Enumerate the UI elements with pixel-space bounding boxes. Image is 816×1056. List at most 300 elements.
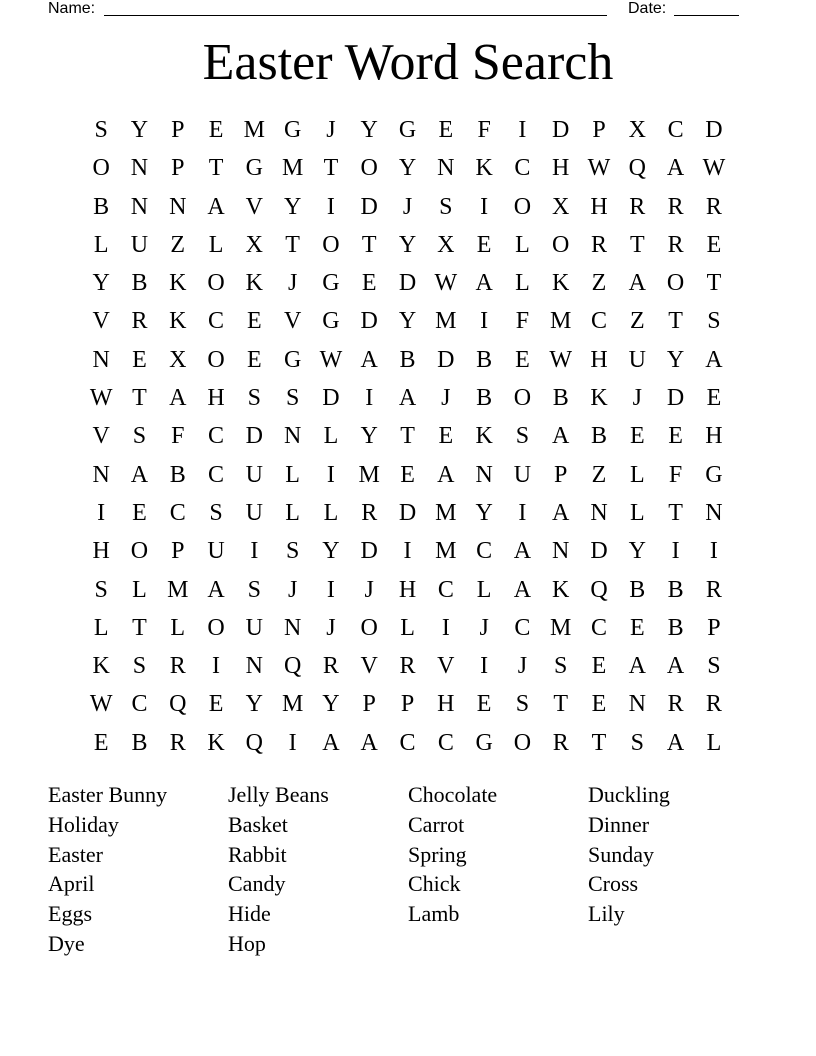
grid-letter[interactable]: A bbox=[360, 729, 378, 756]
grid-letter[interactable]: P bbox=[554, 461, 568, 488]
grid-letter[interactable]: T bbox=[323, 155, 339, 182]
grid-letter[interactable]: I bbox=[441, 614, 450, 641]
grid-letter[interactable]: W bbox=[549, 346, 573, 373]
grid-letter[interactable]: D bbox=[360, 538, 378, 565]
grid-letter[interactable]: U bbox=[245, 499, 263, 526]
grid-letter[interactable]: T bbox=[361, 231, 377, 258]
word-list-item: Spring bbox=[408, 841, 467, 867]
grid-letter[interactable]: E bbox=[208, 117, 224, 143]
grid-letter[interactable]: I bbox=[326, 576, 335, 603]
grid-letter[interactable]: A bbox=[628, 653, 646, 680]
grid-letter[interactable]: C bbox=[514, 155, 531, 182]
grid-letter[interactable]: I bbox=[518, 499, 527, 526]
grid-letter[interactable]: K bbox=[475, 423, 493, 450]
grid-letter[interactable]: H bbox=[398, 576, 417, 603]
grid-letter[interactable]: C bbox=[437, 729, 454, 756]
grid-letter[interactable]: E bbox=[591, 653, 607, 680]
grid-letter[interactable]: L bbox=[132, 576, 147, 603]
grid-letter[interactable]: M bbox=[167, 576, 189, 603]
grid-letter[interactable]: X bbox=[245, 231, 263, 258]
grid-letter[interactable]: N bbox=[590, 499, 608, 526]
grid-letter[interactable]: S bbox=[132, 653, 147, 680]
grid-letter[interactable]: A bbox=[513, 538, 532, 565]
grid-letter[interactable]: I bbox=[250, 538, 259, 565]
grid-letter[interactable]: A bbox=[437, 461, 455, 488]
grid-letter[interactable]: Y bbox=[245, 691, 263, 718]
grid-letter[interactable]: N bbox=[437, 155, 455, 182]
grid-letter[interactable]: E bbox=[706, 231, 722, 258]
grid-letter[interactable]: X bbox=[169, 346, 187, 373]
grid-letter[interactable]: Y bbox=[398, 308, 417, 335]
grid-letter[interactable]: V bbox=[92, 308, 110, 335]
grid-letter[interactable]: O bbox=[130, 538, 149, 565]
grid-letter[interactable]: L bbox=[629, 499, 645, 526]
grid-letter[interactable]: I bbox=[97, 499, 106, 526]
grid-letter[interactable]: L bbox=[476, 576, 492, 603]
grid-letter[interactable]: N bbox=[130, 155, 149, 182]
grid-letter[interactable]: L bbox=[285, 499, 300, 526]
grid-letter[interactable]: S bbox=[554, 653, 568, 680]
grid-letter[interactable]: K bbox=[552, 576, 570, 603]
grid-letter[interactable]: A bbox=[513, 576, 532, 603]
grid-letter[interactable]: I bbox=[365, 385, 374, 412]
grid-letter[interactable]: D bbox=[245, 423, 263, 450]
grid-letter[interactable]: N bbox=[92, 346, 110, 373]
grid-letter[interactable]: Y bbox=[92, 270, 110, 297]
grid-letter[interactable]: C bbox=[131, 691, 148, 718]
grid-letter[interactable]: N bbox=[705, 499, 723, 526]
grid-letter[interactable]: O bbox=[513, 193, 532, 220]
word-list-item: Chocolate bbox=[408, 782, 498, 807]
grid-letter[interactable]: R bbox=[552, 729, 569, 756]
grid-letter[interactable]: U bbox=[513, 461, 532, 488]
grid-letter[interactable]: D bbox=[705, 117, 723, 143]
grid-letter[interactable]: E bbox=[247, 308, 262, 335]
grid-letter[interactable]: C bbox=[591, 614, 608, 641]
grid-letter[interactable]: A bbox=[705, 346, 723, 373]
grid-letter[interactable]: H bbox=[705, 423, 723, 450]
grid-letter[interactable]: A bbox=[475, 270, 493, 297]
grid-letter[interactable]: G bbox=[245, 155, 263, 182]
grid-letter[interactable]: C bbox=[208, 461, 225, 488]
grid-letter[interactable]: D bbox=[437, 346, 455, 373]
grid-letter[interactable]: S bbox=[707, 308, 721, 335]
grid-letter[interactable]: S bbox=[630, 729, 644, 756]
grid-letter[interactable]: M bbox=[281, 691, 304, 718]
grid-letter[interactable]: S bbox=[94, 117, 108, 143]
grid-letter[interactable]: J bbox=[326, 117, 336, 143]
word-list-item: Eggs bbox=[48, 901, 92, 927]
grid-letter[interactable]: L bbox=[93, 231, 109, 258]
grid-letter[interactable]: S bbox=[94, 576, 108, 603]
grid-letter[interactable]: S bbox=[439, 193, 453, 220]
grid-letter[interactable]: Z bbox=[591, 461, 607, 488]
grid-letter[interactable]: E bbox=[132, 346, 147, 373]
grid-letter[interactable]: D bbox=[398, 499, 417, 526]
grid-letter[interactable]: R bbox=[667, 231, 684, 258]
grid-letter[interactable]: P bbox=[400, 691, 415, 718]
grid-letter[interactable]: T bbox=[208, 155, 224, 182]
grid-letter[interactable]: C bbox=[208, 308, 225, 335]
grid-letter[interactable]: R bbox=[705, 193, 722, 220]
grid-letter[interactable]: K bbox=[552, 270, 570, 297]
grid-letter[interactable]: T bbox=[285, 231, 300, 258]
grid-letter[interactable]: R bbox=[169, 653, 186, 680]
grid-letter[interactable]: I bbox=[480, 653, 489, 680]
grid-letter[interactable]: K bbox=[92, 653, 110, 680]
grid-letter[interactable]: J bbox=[402, 193, 413, 220]
grid-letter[interactable]: D bbox=[552, 117, 570, 143]
grid-letter[interactable]: K bbox=[207, 729, 225, 756]
grid-letter[interactable]: S bbox=[707, 653, 721, 680]
grid-letter[interactable]: V bbox=[283, 308, 302, 335]
page-title: Easter Word Search bbox=[202, 34, 614, 91]
grid-letter[interactable]: B bbox=[399, 346, 416, 373]
grid-letter[interactable]: C bbox=[399, 729, 416, 756]
grid-letter[interactable]: U bbox=[130, 231, 149, 258]
grid-letter[interactable]: E bbox=[208, 691, 224, 718]
grid-letter[interactable]: O bbox=[513, 729, 532, 756]
grid-letter[interactable]: P bbox=[171, 155, 185, 182]
grid-letter[interactable]: A bbox=[552, 499, 570, 526]
grid-letter[interactable]: E bbox=[629, 614, 645, 641]
grid-letter[interactable]: A bbox=[628, 270, 646, 297]
grid-letter[interactable]: H bbox=[590, 346, 608, 373]
grid-letter[interactable]: L bbox=[93, 614, 109, 641]
grid-letter[interactable]: C bbox=[169, 499, 186, 526]
grid-letter[interactable]: B bbox=[552, 385, 569, 412]
grid-letter[interactable]: C bbox=[476, 538, 493, 565]
grid-letter[interactable]: E bbox=[247, 346, 262, 373]
grid-letter[interactable]: C bbox=[667, 117, 684, 143]
grid-letter[interactable]: A bbox=[552, 423, 570, 450]
grid-letter[interactable]: A bbox=[666, 653, 685, 680]
grid-letter[interactable]: A bbox=[130, 461, 149, 488]
grid-letter[interactable]: D bbox=[398, 270, 417, 297]
grid-letter[interactable]: L bbox=[323, 499, 339, 526]
grid-letter[interactable]: W bbox=[702, 155, 726, 182]
grid-letter[interactable]: B bbox=[591, 423, 608, 450]
grid-letter[interactable]: T bbox=[668, 308, 683, 335]
grid-letter[interactable]: R bbox=[705, 691, 722, 718]
grid-letter[interactable]: I bbox=[480, 193, 489, 220]
grid-letter[interactable]: L bbox=[400, 614, 415, 641]
grid-letter[interactable]: Y bbox=[322, 691, 340, 718]
grid-letter[interactable]: M bbox=[281, 155, 304, 182]
grid-letter[interactable]: O bbox=[207, 614, 225, 641]
grid-letter[interactable]: M bbox=[243, 117, 265, 143]
grid-letter[interactable]: O bbox=[322, 231, 340, 258]
grid-letter[interactable]: F bbox=[171, 423, 185, 450]
grid-letter[interactable]: K bbox=[590, 385, 608, 412]
grid-letter[interactable]: A bbox=[207, 193, 225, 220]
grid-letter[interactable]: P bbox=[171, 117, 185, 143]
grid-letter[interactable]: M bbox=[435, 538, 457, 565]
grid-letter[interactable]: D bbox=[666, 385, 685, 412]
grid-letter[interactable]: B bbox=[131, 270, 148, 297]
grid-letter[interactable]: Y bbox=[475, 499, 493, 526]
grid-letter[interactable]: B bbox=[476, 385, 493, 412]
grid-letter[interactable]: T bbox=[400, 423, 415, 450]
grid-letter[interactable]: L bbox=[285, 461, 300, 488]
grid-letter[interactable]: E bbox=[438, 423, 454, 450]
grid-letter[interactable]: I bbox=[288, 729, 297, 756]
grid-letter[interactable]: X bbox=[552, 193, 570, 220]
grid-letter[interactable]: R bbox=[399, 653, 416, 680]
grid-letter[interactable]: T bbox=[591, 729, 607, 756]
grid-letter[interactable]: N bbox=[130, 193, 149, 220]
grid-letter[interactable]: R bbox=[667, 691, 684, 718]
grid-letter[interactable]: L bbox=[170, 614, 186, 641]
grid-letter[interactable]: Y bbox=[283, 193, 302, 220]
grid-letter[interactable]: K bbox=[169, 270, 187, 297]
grid-letter[interactable]: G bbox=[283, 346, 302, 373]
grid-letter[interactable]: V bbox=[437, 653, 455, 680]
grid-letter[interactable]: L bbox=[515, 231, 530, 258]
grid-letter[interactable]: Q bbox=[169, 691, 187, 718]
grid-letter[interactable]: K bbox=[245, 270, 263, 297]
grid-letter[interactable]: I bbox=[326, 461, 335, 488]
grid-letter[interactable]: W bbox=[89, 385, 113, 412]
grid-letter[interactable]: C bbox=[514, 614, 531, 641]
grid-letter[interactable]: Y bbox=[398, 155, 417, 182]
grid-letter[interactable]: Q bbox=[590, 576, 608, 603]
grid-letter[interactable]: N bbox=[169, 193, 187, 220]
grid-letter[interactable]: U bbox=[628, 346, 646, 373]
grid-letter[interactable]: A bbox=[666, 155, 685, 182]
grid-letter[interactable]: J bbox=[479, 614, 489, 641]
grid-letter[interactable]: R bbox=[361, 499, 378, 526]
grid-letter[interactable]: N bbox=[283, 423, 302, 450]
grid-letter[interactable]: R bbox=[705, 576, 722, 603]
grid-letter[interactable]: E bbox=[476, 231, 492, 258]
grid-letter[interactable]: H bbox=[590, 193, 608, 220]
grid-letter[interactable]: Y bbox=[130, 117, 149, 143]
grid-letter[interactable]: U bbox=[207, 538, 225, 565]
word-list-item: Hop bbox=[228, 930, 266, 956]
grid-letter[interactable]: T bbox=[668, 499, 683, 526]
grid-letter[interactable]: D bbox=[322, 385, 340, 412]
grid-letter[interactable]: O bbox=[207, 270, 225, 297]
grid-letter[interactable]: O bbox=[360, 614, 378, 641]
grid-letter[interactable]: H bbox=[207, 385, 225, 412]
grid-letter[interactable]: H bbox=[92, 538, 110, 565]
grid-letter[interactable]: H bbox=[437, 691, 455, 718]
grid-letter[interactable]: V bbox=[92, 423, 110, 450]
grid-letter[interactable]: S bbox=[285, 538, 300, 565]
grid-letter[interactable]: E bbox=[629, 423, 645, 450]
grid-letter[interactable]: E bbox=[668, 423, 683, 450]
grid-letter[interactable]: Z bbox=[170, 231, 186, 258]
grid-letter[interactable]: Y bbox=[398, 231, 417, 258]
grid-letter[interactable]: N bbox=[245, 653, 263, 680]
grid-letter[interactable]: E bbox=[591, 691, 607, 718]
grid-letter[interactable]: Y bbox=[628, 538, 646, 565]
grid-letter[interactable]: R bbox=[629, 193, 646, 220]
grid-letter[interactable]: P bbox=[171, 538, 185, 565]
grid-letter[interactable]: N bbox=[92, 461, 110, 488]
grid-letter[interactable]: J bbox=[364, 576, 374, 603]
grid-letter[interactable]: S bbox=[515, 423, 530, 450]
grid-letter[interactable]: P bbox=[592, 117, 606, 143]
grid-letter[interactable]: E bbox=[361, 270, 377, 297]
grid-letter[interactable]: P bbox=[707, 614, 721, 641]
grid-letter[interactable]: J bbox=[441, 385, 451, 412]
grid-letter[interactable]: M bbox=[435, 499, 457, 526]
grid-letter[interactable]: B bbox=[131, 729, 148, 756]
grid-letter[interactable]: D bbox=[360, 193, 378, 220]
grid-letter[interactable]: B bbox=[476, 346, 493, 373]
grid-letter[interactable]: O bbox=[92, 155, 110, 182]
word-list-item: Sunday bbox=[588, 841, 654, 867]
grid-letter[interactable]: T bbox=[706, 270, 722, 297]
grid-letter[interactable]: U bbox=[245, 614, 263, 641]
grid-letter[interactable]: N bbox=[475, 461, 493, 488]
grid-letter[interactable]: P bbox=[362, 691, 376, 718]
word-list-item: Carrot bbox=[408, 811, 465, 837]
grid-letter[interactable]: E bbox=[93, 729, 109, 756]
grid-letter[interactable]: S bbox=[515, 691, 530, 718]
grid-letter[interactable]: R bbox=[591, 231, 608, 258]
grid-letter[interactable]: Y bbox=[322, 538, 340, 565]
grid-letter[interactable]: J bbox=[326, 614, 336, 641]
grid-letter[interactable]: W bbox=[587, 155, 611, 182]
grid-letter[interactable]: G bbox=[283, 117, 302, 143]
grid-letter[interactable]: X bbox=[628, 117, 646, 143]
grid-letter[interactable]: T bbox=[629, 231, 645, 258]
grid-letter[interactable]: F bbox=[515, 308, 530, 335]
grid-letter[interactable]: S bbox=[247, 576, 262, 603]
grid-letter[interactable]: J bbox=[287, 576, 298, 603]
grid-letter[interactable]: V bbox=[360, 653, 378, 680]
grid-letter[interactable]: I bbox=[671, 538, 680, 565]
word-list-item: April bbox=[48, 871, 95, 897]
grid-letter[interactable]: T bbox=[132, 385, 147, 412]
grid-letter[interactable]: K bbox=[169, 308, 187, 335]
grid-letter[interactable]: D bbox=[590, 538, 608, 565]
grid-letter[interactable]: C bbox=[208, 423, 225, 450]
grid-letter[interactable]: Y bbox=[360, 423, 378, 450]
grid-letter[interactable]: E bbox=[515, 346, 530, 373]
grid-letter[interactable]: Z bbox=[629, 308, 645, 335]
grid-letter[interactable]: N bbox=[283, 614, 302, 641]
grid-letter[interactable]: L bbox=[629, 461, 645, 488]
grid-letter[interactable]: M bbox=[435, 308, 457, 335]
grid-letter[interactable]: F bbox=[668, 461, 683, 488]
grid-letter[interactable]: B bbox=[629, 576, 646, 603]
grid-letter[interactable]: B bbox=[667, 576, 684, 603]
grid-letter[interactable]: D bbox=[360, 308, 378, 335]
grid-letter[interactable]: V bbox=[245, 193, 263, 220]
grid-letter[interactable]: S bbox=[247, 385, 262, 412]
grid-letter[interactable]: G bbox=[322, 270, 340, 297]
grid-letter[interactable]: C bbox=[591, 308, 608, 335]
grid-letter[interactable]: Q bbox=[628, 155, 646, 182]
grid-letter[interactable]: H bbox=[552, 155, 570, 182]
grid-letter[interactable]: A bbox=[666, 729, 685, 756]
grid-letter[interactable]: N bbox=[628, 691, 646, 718]
grid-letter[interactable]: J bbox=[517, 653, 528, 680]
grid-letter[interactable]: L bbox=[515, 270, 530, 297]
name-field-line bbox=[104, 15, 607, 16]
grid-letter[interactable]: I bbox=[709, 538, 718, 565]
grid-letter[interactable]: L bbox=[208, 231, 224, 258]
grid-letter[interactable]: M bbox=[358, 461, 380, 488]
grid-letter[interactable]: B bbox=[667, 614, 684, 641]
grid-letter[interactable]: Y bbox=[360, 117, 378, 143]
grid-letter[interactable]: I bbox=[403, 538, 412, 565]
grid-letter[interactable]: O bbox=[666, 270, 685, 297]
grid-letter[interactable]: A bbox=[398, 385, 417, 412]
grid-letter[interactable]: E bbox=[438, 117, 454, 143]
grid-letter[interactable]: O bbox=[360, 155, 378, 182]
grid-letter[interactable]: A bbox=[360, 346, 378, 373]
grid-letter[interactable]: F bbox=[477, 117, 491, 143]
grid-letter[interactable]: I bbox=[326, 193, 335, 220]
grid-letter[interactable]: Q bbox=[245, 729, 263, 756]
grid-letter[interactable]: T bbox=[553, 691, 569, 718]
grid-letter[interactable]: G bbox=[322, 308, 340, 335]
grid-letter[interactable]: Y bbox=[666, 346, 685, 373]
word-list-item: Jelly Beans bbox=[228, 782, 329, 807]
grid-letter[interactable]: R bbox=[131, 308, 148, 335]
grid-letter[interactable]: B bbox=[169, 461, 186, 488]
grid-letter[interactable]: O bbox=[552, 231, 570, 258]
grid-letter[interactable]: M bbox=[550, 614, 572, 641]
grid-letter[interactable]: R bbox=[322, 653, 339, 680]
grid-letter[interactable]: L bbox=[706, 729, 722, 756]
grid-letter[interactable]: G bbox=[705, 461, 723, 488]
grid-letter[interactable]: U bbox=[245, 461, 263, 488]
grid-letter[interactable]: L bbox=[323, 423, 339, 450]
grid-letter[interactable]: M bbox=[550, 308, 572, 335]
grid-letter[interactable]: W bbox=[319, 346, 343, 373]
grid-letter[interactable]: B bbox=[93, 193, 110, 220]
grid-letter[interactable]: Q bbox=[283, 653, 302, 680]
grid-letter[interactable]: C bbox=[437, 576, 454, 603]
grid-letter[interactable]: I bbox=[518, 117, 527, 143]
grid-letter[interactable]: J bbox=[632, 385, 642, 412]
grid-letter[interactable]: K bbox=[475, 155, 493, 182]
grid-letter[interactable]: E bbox=[132, 499, 147, 526]
word-list-item: Rabbit bbox=[228, 841, 287, 867]
grid-letter[interactable]: S bbox=[209, 499, 223, 526]
grid-letter[interactable]: E bbox=[706, 385, 722, 412]
grid-letter[interactable]: I bbox=[480, 308, 489, 335]
grid-letter[interactable]: Z bbox=[591, 270, 607, 297]
grid-letter[interactable]: A bbox=[322, 729, 340, 756]
grid-letter[interactable]: G bbox=[398, 117, 417, 143]
grid-letter[interactable]: W bbox=[434, 270, 458, 297]
grid-letter[interactable]: R bbox=[667, 193, 684, 220]
grid-letter[interactable]: I bbox=[212, 653, 221, 680]
grid-letter[interactable]: N bbox=[552, 538, 570, 565]
grid-letter[interactable]: E bbox=[476, 691, 492, 718]
grid-letter[interactable]: O bbox=[513, 385, 532, 412]
grid-letter[interactable]: S bbox=[132, 423, 147, 450]
grid-letter[interactable]: T bbox=[132, 614, 147, 641]
grid-letter[interactable]: X bbox=[437, 231, 455, 258]
grid-letter[interactable]: S bbox=[285, 385, 300, 412]
grid-letter[interactable]: J bbox=[287, 270, 298, 297]
grid-letter[interactable]: O bbox=[207, 346, 225, 373]
grid-letter[interactable]: A bbox=[169, 385, 187, 412]
grid-letter[interactable]: G bbox=[475, 729, 493, 756]
grid-letter[interactable]: E bbox=[400, 461, 415, 488]
grid-letter[interactable]: W bbox=[89, 691, 113, 718]
grid-letter[interactable]: A bbox=[207, 576, 225, 603]
grid-letter[interactable]: R bbox=[169, 729, 186, 756]
